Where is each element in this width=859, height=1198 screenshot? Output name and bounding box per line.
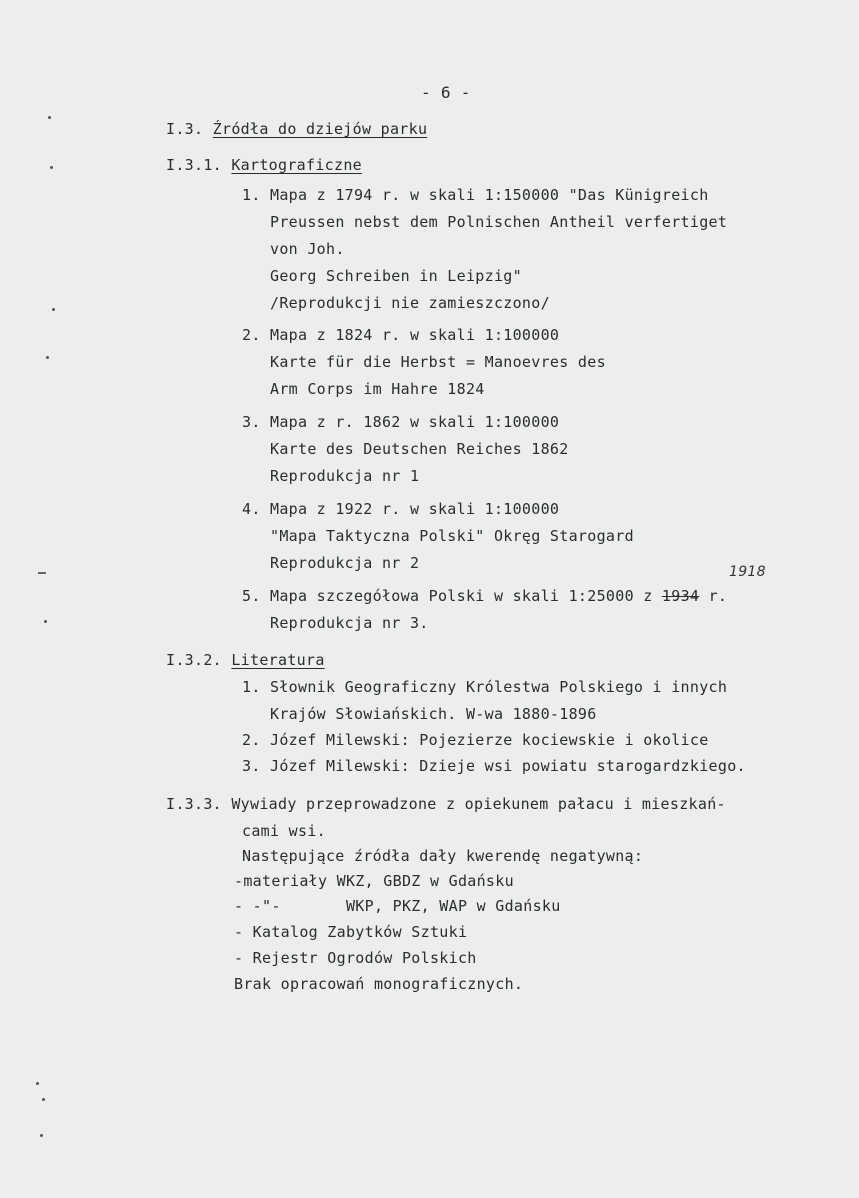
- struck-year: 1934: [661, 587, 700, 605]
- subsection-title: Kartograficzne: [231, 156, 362, 174]
- item-text: Mapa z 1922 r. w skali 1:100000: [270, 500, 560, 518]
- item-text: Mapa z 1824 r. w skali 1:100000: [270, 326, 560, 344]
- list-item: [242, 677, 727, 697]
- margin-speck: [48, 116, 51, 119]
- list-item: [242, 185, 709, 205]
- list-item: [242, 756, 746, 776]
- item-text: cami wsi.: [242, 822, 326, 840]
- item-text: Georg Schreiben in Leipzig": [270, 267, 522, 285]
- item-text: Reprodukcja nr 3.: [270, 614, 429, 632]
- negative-item: -materiały WKZ, GBDZ w Gdańsku: [234, 872, 514, 890]
- margin-speck: [42, 1098, 45, 1101]
- page-number: - 6 -: [421, 83, 471, 102]
- subsection-number: I.3.3.: [166, 795, 222, 813]
- subsection-heading-cartographic: [166, 155, 362, 175]
- item-text: Arm Corps im Hahre 1824: [270, 380, 485, 398]
- negative-intro: Następujące źródła dały kwerendę negatywną:: [242, 847, 644, 865]
- margin-speck: [50, 166, 53, 169]
- item-text: Reprodukcja nr 1: [270, 467, 420, 485]
- list-item: [242, 586, 727, 606]
- list-item: [242, 499, 559, 519]
- item-number: 3.: [242, 413, 261, 431]
- list-item: [242, 730, 709, 750]
- list-item: [242, 325, 559, 345]
- margin-speck: [36, 1082, 39, 1085]
- item-text: Karte für die Herbst = Manoevres des: [270, 353, 606, 371]
- item-text: Józef Milewski: Dzieje wsi powiatu starogardzkiego.: [270, 757, 746, 775]
- item-text: /Reprodukcji nie zamieszczono/: [270, 294, 550, 312]
- item-text: Mapa szczegółowa Polski w skali 1:25000 z: [270, 587, 662, 605]
- subsection-number: I.3.2.: [166, 651, 222, 669]
- item-text: "Mapa Taktyczna Polski" Okręg Starogard: [270, 527, 634, 545]
- item-text: Józef Milewski: Pojezierze kociewskie i okolice: [270, 731, 709, 749]
- item-number: 2.: [242, 731, 261, 749]
- margin-speck: [46, 356, 49, 359]
- list-item: [242, 412, 559, 432]
- item-text: Wywiady przeprowadzone z opiekunem pałacu i mieszkań-: [231, 795, 726, 813]
- section-heading: [166, 119, 427, 139]
- closing-note: Brak opracowań monograficznych.: [234, 975, 524, 993]
- handwritten-correction: 1918: [729, 564, 766, 580]
- item-text: Mapa z 1794 r. w skali 1:150000 "Das Künigreich: [270, 186, 709, 204]
- subsection-heading-interviews: [166, 794, 726, 814]
- item-number: 3.: [242, 757, 261, 775]
- item-text: von Joh.: [270, 240, 345, 258]
- item-text: Słownik Geograficzny Królestwa Polskiego i innych: [270, 678, 728, 696]
- margin-mark: [38, 572, 46, 574]
- item-text: Preussen nebst dem Polnischen Antheil verfertiget: [270, 213, 728, 231]
- item-number: 1.: [242, 186, 261, 204]
- section-title: Źródła do dziejów parku: [212, 120, 428, 138]
- item-number: 1.: [242, 678, 261, 696]
- negative-item: - Rejestr Ogrodów Polskich: [234, 949, 477, 967]
- negative-item: - -"- WKP, PKZ, WAP w Gdańsku: [234, 897, 561, 915]
- subsection-heading-literature: [166, 650, 325, 670]
- section-number: I.3.: [166, 120, 204, 138]
- item-number: 4.: [242, 500, 261, 518]
- margin-speck: [40, 1134, 43, 1137]
- item-text: Karte des Deutschen Reiches 1862: [270, 440, 569, 458]
- item-number: 2.: [242, 326, 261, 344]
- item-text: Krajów Słowiańskich. W-wa 1880-1896: [270, 705, 597, 723]
- subsection-title: Literatura: [231, 651, 325, 669]
- subsection-number: I.3.1.: [166, 156, 222, 174]
- item-text: r.: [699, 587, 728, 605]
- item-text: Mapa z r. 1862 w skali 1:100000: [270, 413, 560, 431]
- margin-speck: [52, 308, 55, 311]
- negative-item: - Katalog Zabytków Sztuki: [234, 923, 468, 941]
- item-text: Reprodukcja nr 2: [270, 554, 420, 572]
- margin-speck: [44, 620, 47, 623]
- item-number: 5.: [242, 587, 261, 605]
